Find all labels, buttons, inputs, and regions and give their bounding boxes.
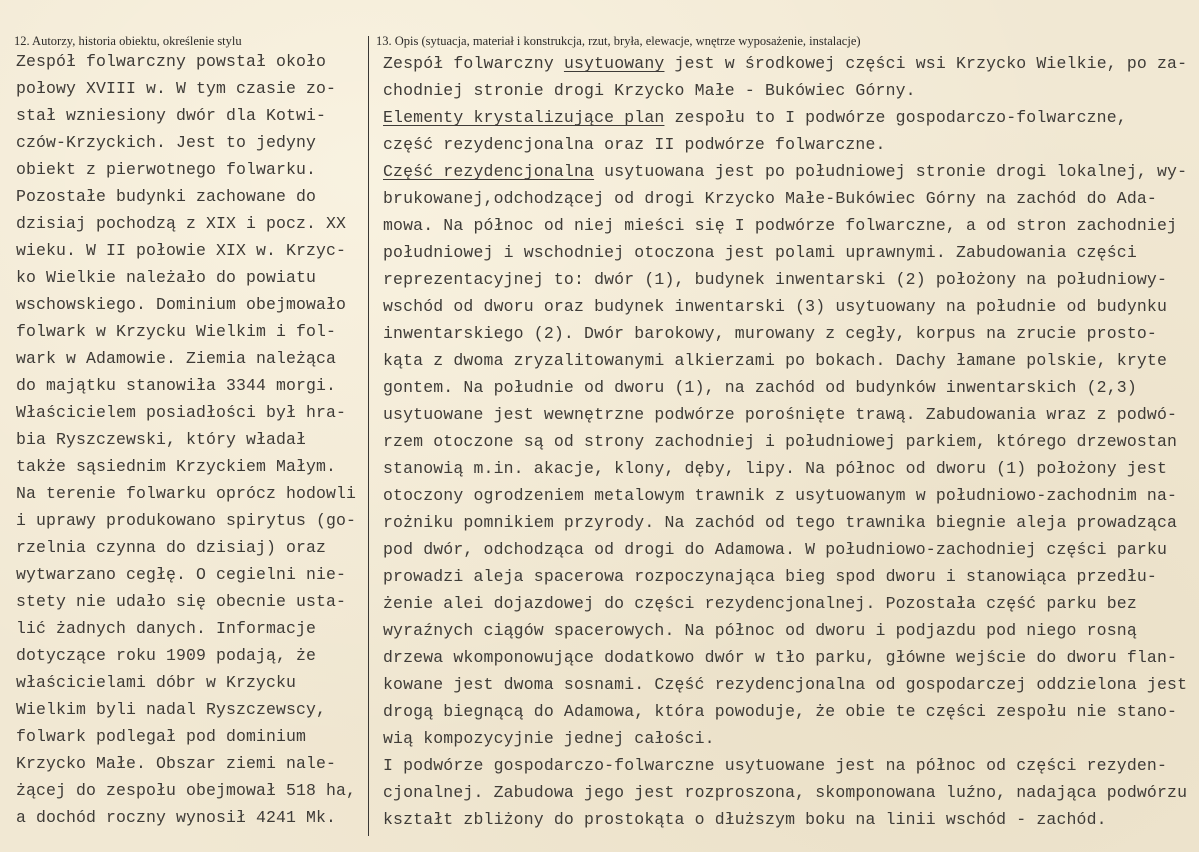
description-line xyxy=(383,536,1187,563)
history-line: połowy XVIII w. W tym czasie zo- xyxy=(16,79,337,98)
line-text: południowej i wschodniej otoczona jest polami uprawnymi. Zabudowania części xyxy=(383,243,1137,262)
description-line xyxy=(383,698,1187,725)
line-text: wyraźnych ciągów spacerowych. Na północ od dworu i podjazdu pod niego rosną xyxy=(383,621,1137,640)
history-line: ko Wielkie należało do powiatu xyxy=(16,268,317,287)
history-line: i uprawy produkowano spirytus (go- xyxy=(16,511,357,530)
history-line: wytwarzano cegłę. O cegielni nie- xyxy=(16,565,347,584)
line-text: usytuowana jest po południowej stronie drogi lokalnej, wy- xyxy=(594,162,1188,181)
section-12-heading: 12. Autorzy, historia obiektu, określenie stylu xyxy=(14,34,242,48)
history-line: rzelnia czynna do dzisiaj) oraz xyxy=(16,538,327,557)
line-text: prowadzi aleja spacerowa rozpoczynająca bieg spod dworu i stanowiąca przedłu- xyxy=(383,567,1157,586)
description-line xyxy=(383,347,1187,374)
history-line: stał wzniesiony dwór dla Kotwi- xyxy=(16,106,327,125)
description-line xyxy=(383,77,1187,104)
underlined-phrase: Część rezydencjonalna xyxy=(383,162,595,181)
description-line xyxy=(383,374,1187,401)
line-text: mowa. Na północ od niej mieści się I podwórze folwarczne, a od stron zachodniej xyxy=(383,216,1178,235)
history-line: czów-Krzyckich. Jest to jedyny xyxy=(16,133,317,152)
description-line xyxy=(383,644,1187,671)
history-line: Krzycko Małe. Obszar ziemi nale- xyxy=(16,754,337,773)
description-line xyxy=(383,131,1187,158)
line-text: I podwórze gospodarczo-folwarczne usytuowane jest na północ od części rezyden- xyxy=(383,756,1168,775)
history-line: a dochód roczny wynosił 4241 Mk. xyxy=(16,808,337,827)
history-line: dotyczące roku 1909 podają, że xyxy=(16,646,317,665)
line-text: inwentarskiego (2). Dwór barokowy, murowany z cegły, korpus na zrucie prosto- xyxy=(383,324,1157,343)
line-text: brukowanej,odchodzącej od drogi Krzycko Małe-Bukówiec Górny na zachód do Ada- xyxy=(383,189,1157,208)
history-line: do majątku stanowiła 3344 morgi. xyxy=(16,376,337,395)
description-line xyxy=(383,293,1187,320)
history-line: bia Ryszczewski, który władał xyxy=(16,430,307,449)
line-text: rzem otoczone są od strony zachodniej i południowej parkiem, którego drzewostan xyxy=(383,432,1178,451)
description-line xyxy=(383,455,1187,482)
description-line xyxy=(383,212,1187,239)
history-line: lić żadnych danych. Informacje xyxy=(16,619,317,638)
description-line xyxy=(383,563,1187,590)
line-text: Zespół folwarczny xyxy=(383,54,564,73)
line-text: kształt zbliżony do prostokąta o dłuższym boku na linii wschód - zachód. xyxy=(383,810,1107,829)
line-text: część rezydencjonalna oraz II podwórze folwarczne. xyxy=(383,135,886,154)
line-text: żenie alei dojazdowej do części rezydencjonalnej. Pozostała część parku bez xyxy=(383,594,1137,613)
section-13-heading: 13. Opis (sytuacja, materiał i konstrukcja, rzut, bryła, elewacje, wnętrze wyposażenie, instalacje) xyxy=(376,34,861,48)
line-text: wschód od dworu oraz budynek inwentarski (3) usytuowany na południe od budynku xyxy=(383,297,1168,316)
history-line: Na terenie folwarku oprócz hodowli xyxy=(16,484,357,503)
description-line xyxy=(383,671,1187,698)
description-line xyxy=(383,50,1187,77)
description-line xyxy=(383,185,1187,212)
description-line xyxy=(383,779,1187,806)
history-line: także sąsiednim Krzyckiem Małym. xyxy=(16,457,337,476)
history-line: Pozostałe budynki zachowane do xyxy=(16,187,317,206)
underlined-phrase: Elementy krystalizujące plan xyxy=(383,108,665,127)
description-line xyxy=(383,401,1187,428)
description-line xyxy=(383,266,1187,293)
description-line xyxy=(383,158,1187,185)
description-column xyxy=(383,50,1187,833)
history-line: wark w Adamowie. Ziemia należąca xyxy=(16,349,337,368)
history-line: wieku. W II połowie XIX w. Krzyc- xyxy=(16,241,347,260)
line-text: chodniej stronie drogi Krzycko Małe - Bukówiec Górny. xyxy=(383,81,916,100)
description-line xyxy=(383,590,1187,617)
line-text: drogą biegnącą do Adamowa, która powoduje, że obie te części zespołu nie stano- xyxy=(383,702,1178,721)
history-line: wschowskiego. Dominium obejmowało xyxy=(16,295,347,314)
history-line: dzisiaj pochodzą z XIX i pocz. XX xyxy=(16,214,347,233)
description-line xyxy=(383,752,1187,779)
line-text: reprezentacyjnej to: dwór (1), budynek inwentarski (2) położony na południowy- xyxy=(383,270,1168,289)
history-line: Właścicielem posiadłości był hra- xyxy=(16,403,347,422)
line-text: kąta z dwoma zryzalitowanymi alkierzami po bokach. Dachy łamane polskie, kryte xyxy=(383,351,1168,370)
history-column xyxy=(16,48,356,831)
description-line xyxy=(383,239,1187,266)
description-line xyxy=(383,806,1187,833)
history-line: właścicielami dóbr w Krzycku xyxy=(16,673,297,692)
description-line xyxy=(383,428,1187,455)
line-text: gontem. Na południe od dworu (1), na zachód od budynków inwentarskich (2,3) xyxy=(383,378,1137,397)
line-text: rożniku pomnikiem przyrody. Na zachód od tego trawnika biegnie aleja prowadząca xyxy=(383,513,1178,532)
history-line: obiekt z pierwotnego folwarku. xyxy=(16,160,317,179)
history-line: Zespół folwarczny powstał około xyxy=(16,52,327,71)
line-text: jest w środkowej części wsi Krzycko Wielkie, po za- xyxy=(664,54,1188,73)
description-line xyxy=(383,509,1187,536)
line-text: cjonalnej. Zabudowa jego jest rozproszona, skomponowana luźno, nadająca podwórzu xyxy=(383,783,1188,802)
history-line: żącej do zespołu obejmował 518 ha, xyxy=(16,781,357,800)
description-line xyxy=(383,482,1187,509)
line-text: stanowią m.in. akacje, klony, dęby, lipy. Na północ od dworu (1) położony jest xyxy=(383,459,1168,478)
description-line xyxy=(383,725,1187,752)
description-line xyxy=(383,104,1187,131)
line-text: kowane jest dwoma sosnami. Część rezydencjonalna od gospodarczej oddzielona jest xyxy=(383,675,1188,694)
line-text: drzewa wkomponowujące dodatkowo dwór w tło parku, główne wejście do dworu flan- xyxy=(383,648,1178,667)
column-divider xyxy=(368,36,369,836)
history-line: folwark w Krzycku Wielkim i fol- xyxy=(16,322,337,341)
line-text: otoczony ogrodzeniem metalowym trawnik z usytuowanym w południowo-zachodnim na- xyxy=(383,486,1178,505)
history-line: stety nie udało się obecnie usta- xyxy=(16,592,347,611)
line-text: pod dwór, odchodząca od drogi do Adamowa. W południowo-zachodniej części parku xyxy=(383,540,1168,559)
line-text: wią kompozycyjnie jednej całości. xyxy=(383,729,715,748)
history-line: Wielkim byli nadal Ryszczewscy, xyxy=(16,700,327,719)
description-line xyxy=(383,617,1187,644)
line-text: zespołu to I podwórze gospodarczo-folwarczne, xyxy=(664,108,1127,127)
line-text: usytuowane jest wewnętrzne podwórze porośnięte trawą. Zabudowania wraz z podwó- xyxy=(383,405,1178,424)
description-line xyxy=(383,320,1187,347)
underlined-phrase: usytuowany xyxy=(563,54,665,73)
history-line: folwark podlegał pod dominium xyxy=(16,727,307,746)
